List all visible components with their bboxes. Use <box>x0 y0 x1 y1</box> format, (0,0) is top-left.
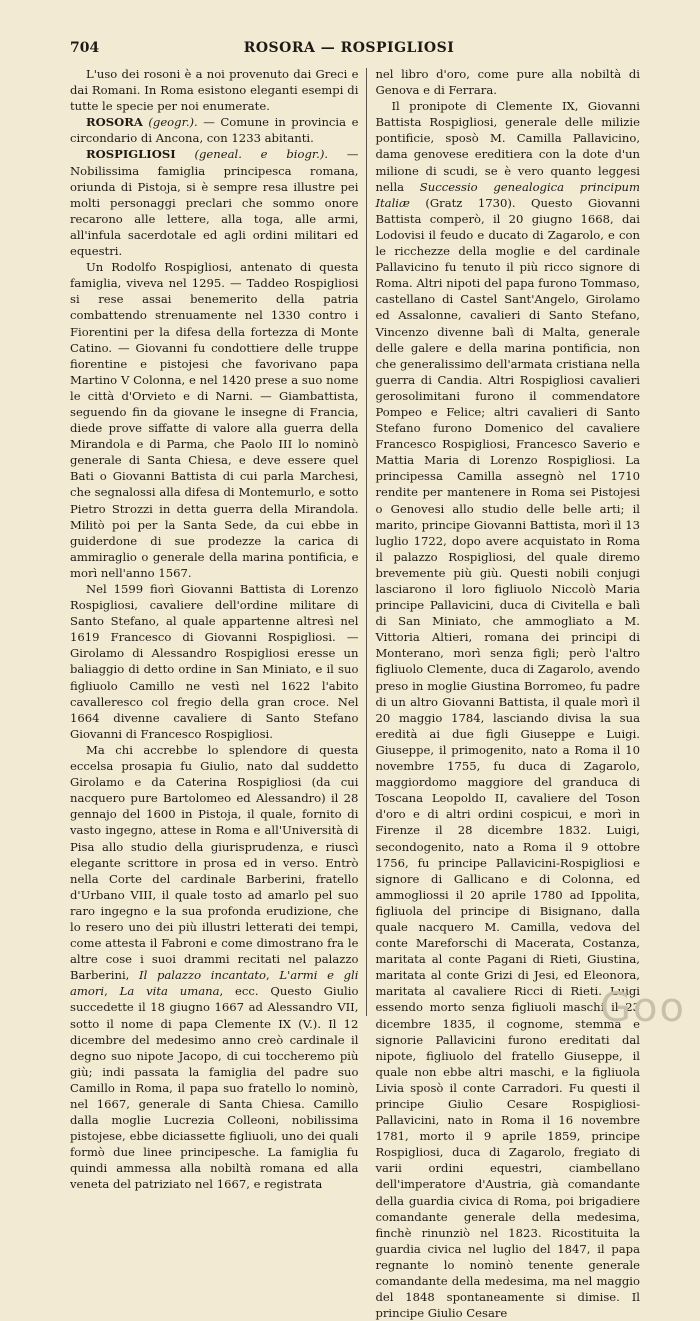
paragraph <box>70 742 358 1193</box>
column-divider <box>366 68 367 1016</box>
text-run: (Gratz 1730). Questo Giovanni Battista comperò, il 20 giugno 1668, dai Lodovisi il feudo e ducato di Zagarolo, e con le ricchezze della moglie e del cardinale Pallavicino fu tenuto il più ricco signore di Roma. Altri nipoti del papa furono Tommaso, castellano di Castel Sant'Angelo, Girolamo ed Assalonne, cavalieri di Santo Stefano, Vincenzo divenne balì di Malta, generale delle galere e della marina pontificia, non che generalissimo dell'armata cristiana nella guerra di Candia. Altri Rospigliosi cavalieri gerosolimitani furono il commendatore Pompeo e Felice; altri cavalieri di Santo Stefano furono Domenico del cavaliere Francesco Rospigliosi, Francesco Saverio e Mattia Maria di Lorenzo Rospigliosi. La principessa Camilla assegnò nel 1710 rendite per mantenere in Roma sei Pistojesi o Genovesi allo studio delle belle arti; il marito, principe Giovanni Battista, morì il 13 luglio 1722, dopo avere acquistato in Roma il palazzo Rospigliosi, del quale diremo brevemente più giù. Questi nobili conjugi lasciarono il loro figliuolo Niccolò Maria principe Pallavicini, duca di Civitella e balì di San Miniato, che ammogliato a M. Vittoria Altieri, romana dei principi di Monterano, morì senza figli; però l'altro figliuolo Clemente, duca di Zagarolo, avendo preso in moglie Giustina Borromeo, fu padre di un altro Giovanni Battista, il quale morì il 20 maggio 1784, lasciando divisa la sua eredità ai due figli Giuseppe e Luigi. Giuseppe, il primogenito, nato a Roma il 10 novembre 1755, fu duca di Zagarolo, maggiordomo maggiore del granduca di Toscana Leopoldo II, cavaliere del Toson d'oro e di altri ordini cospicui, e morì in Firenze il 28 dicembre 1832. Luigi, secondogenito, nato a Roma il 9 ottobre 1756, fu principe Pallavicini-Rospigliosi e signore di Gallicano e di Colonna, ed ammogliossi il 20 aprile 1780 ad Ippolita, figliuola del principe di Bisignano, dalla quale nacquero M. Camilla, vedova del conte Mareforschi di Macerata, Costanza, maritata al conte Pagani di Rieti, Giustina, maritata al conte Grizi di Jesi, ed Eleonora, maritata al cavaliere Ricci di Rieti. Luigi essendo morto senza figliuoli maschi il 23 dicembre 1835, il cognome, stemma e signorie Pallavicini furono ereditati dal nipote, figliuolo del fratello Giuseppe, il quale non ebbe altri maschi, e la figliuola Livia sposò il conte Carradori. Fu questi il principe Giulio Cesare Rospigliosi-Pallavicini, nato in Roma il 16 novembre 1781, morto il 9 aprile 1859, principe Rospigliosi, duca di Zagarolo, fregiato di varii ordini equestri, ciambellano dell'imperatore d'Austria, già comandante della guardia civica di Roma, poi brigadiere comandante generale della medesima, finchè rinunziò nel 1823. Ricostituita la guardia civica nel luglio del 1847, il papa regnante lo nominò tenente generale comandante della medesima, ma nel maggio del 1848 spontaneamente si dimise. Il principe Giulio Cesare <box>375 195 640 1321</box>
page-number: 704 <box>70 40 100 56</box>
left-column <box>70 66 359 1192</box>
drama-title: Il palazzo incantato <box>139 968 267 983</box>
entry-tag: (geogr.). <box>148 115 198 130</box>
right-column <box>375 66 641 1321</box>
entry-rosora <box>70 114 358 146</box>
paragraph: L'uso dei rosoni è a noi provenuto dai Greci e dai Romani. In Roma esistono eleganti esempi di tutte le specie per noi enumerate. <box>70 67 359 114</box>
book-title: Successio genealogica principum Italiæ <box>375 179 641 210</box>
entry-rospigliosi <box>70 146 358 259</box>
drama-title: L'armi e gli amori <box>70 968 359 999</box>
text-columns <box>70 66 641 1321</box>
paragraph <box>375 98 640 1321</box>
text-run: , ecc. Questo Giulio succedette il 18 giugno 1667 ad Alessandro VII, sotto il nome di papa Clemente IX (V.). Il 12 dicembre del medesimo anno creò cardinale il degno suo nipote Jacopo, di cui toccheremo più giù; indi passata la famiglia del padre suo Camillo in Roma, il papa suo fratello lo nominò, nel 1667, generale di Santa Chiesa. Camillo dalla moglie Lucrezia Colleoni, nobilissima pistojese, ebbe diciassette figliuoli, uno dei quali formò due linee principesche. La famiglia fu quindi ammessa alla nobiltà romana ed alla veneta del patriziato nel 1667, e registrata <box>70 984 359 1192</box>
text-run: , <box>104 984 108 999</box>
paragraph: Un Rodolfo Rospigliosi, antenato di questa famiglia, viveva nel 1295. — Taddeo Rospigliosi si rese assai benemerito della patria combattendo strenuamente nel 1330 contro i Fiorentini per la difesa della fortezza di Monte Catino. — Giovanni fu condottiere delle truppe fiorentine e pistojesi che favorivano papa Martino V Colonna, e nel 1420 prese a suo nome le città d'Orvieto e di Narni. — Giambattista, seguendo fin da giovane le insegne di Francia, diede prove siffatte di valore alla guerra della Mirandola e di Parma, che Paolo III lo nominò generale di Santa Chiesa, e deve essere quel Bati o Giovanni Battista di cui parla Marchesi, che segnalossi alla difesa di Montemurlo, e sotto Pietro Strozzi in detta guerra della Mirandola. Militò poi per la Santa Sede, da cui ebbe in guiderdone di sue prodezze la carica di ammiraglio o generale della marina pontificia, e morì nell'anno 1567. <box>70 260 359 580</box>
drama-title: La vita umana <box>119 984 220 999</box>
text-run: Ma chi accrebbe lo splendore di questa eccelsa prosapia fu Giulio, nato dal suddetto Girolamo e da Caterina Rospigliosi (da cui nacquero pure Bartolomeo ed Alessandro) il 28 gennajo del 1600 in Pistoja, il quale, fornito di vasto ingegno, attese in Roma e all'Università di Pisa allo studio della giurisprudenza, e riuscì elegante scrittore in prosa ed in verso. Entrò nella Corte del cardinale Barberini, fratello d'Urbano VIII, il quale tosto ad amarlo pel suo raro ingegno e la sua profonda erudizione, che lo resero uno dei più illustri letterati dei tempi, come attesta il Fabroni e come dimostrano fra le altre cose i suoi drammi recitati nel palazzo Barberini, <box>70 742 359 983</box>
paragraph: nel libro d'oro, come pure alla nobiltà di Genova e di Ferrara. <box>375 67 640 98</box>
running-head: ROSORA — ROSPIGLIOSI <box>243 40 455 56</box>
watermark: Goo <box>600 985 686 1031</box>
page-header <box>70 40 628 60</box>
entry-headword: ROSORA <box>86 115 143 130</box>
entry-text: — Comune in provincia e circondario di Ancona, con 1233 abitanti. <box>70 115 359 146</box>
text-run: , <box>266 968 270 983</box>
entry-tag: (geneal. e biogr.). <box>194 147 329 162</box>
paragraph: Nel 1599 fiorì Giovanni Battista di Lorenzo Rospigliosi, cavaliere dell'ordine militare di Santo Stefano, al quale appartenne altresì nel 1619 Francesco di Giovanni Rospigliosi. — Girolamo di Alessandro Rospigliosi eresse un baliaggio di detto ordine in San Miniato, e il suo figliuolo Camillo ne vestì nel 1622 l'abito cavalleresco col fregio della gran croce. Nel 1664 divenne cavaliere di Santo Stefano Giovanni di Francesco Rospigliosi. <box>70 582 359 741</box>
entry-text: — Nobilissima famiglia principesca romana, oriunda di Pistoja, si è sempre resa illustre pei molti personaggi preclari che sommo onore recarono alle lettere, alla toga, alle armi, all'infula sacerdotale ed agli ordini militari ed equestri. <box>70 147 359 259</box>
entry-headword: ROSPIGLIOSI <box>86 147 176 162</box>
text-run: Il pronipote di Clemente IX, Giovanni Battista Rospigliosi, generale delle milizie pontificie, sposò M. Camilla Pallavicino, dama genovese ereditiera con la dote d'un milione di scudi, se è vero quanto leggesi nella <box>375 99 640 194</box>
